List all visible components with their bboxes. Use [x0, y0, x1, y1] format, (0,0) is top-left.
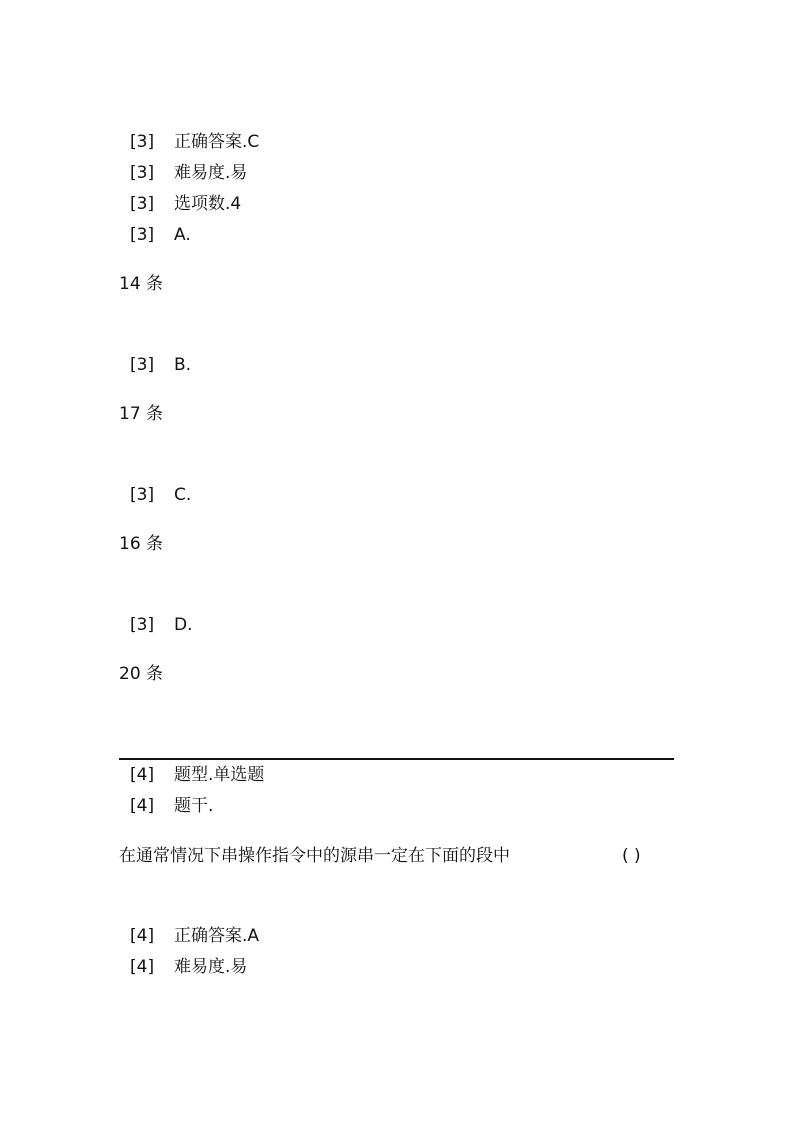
q3-option-b-label: B. — [174, 355, 192, 375]
q4-tag: [4] — [130, 796, 155, 816]
q3-option-c-label: C. — [174, 485, 192, 505]
q4-stem-label-line — [130, 795, 213, 817]
q4-answer-text: 正确答案.A — [174, 926, 260, 946]
q3-option-c-label-line — [130, 484, 191, 506]
q4-type-line — [130, 764, 264, 786]
q4-difficulty-text: 难易度.易 — [174, 957, 248, 977]
q4-tag: [4] — [130, 765, 155, 785]
q3-tag: [3] — [130, 163, 155, 183]
q4-tag: [4] — [130, 926, 155, 946]
q3-tag: [3] — [130, 225, 155, 245]
q3-option-count-text: 选项数.4 — [174, 194, 242, 214]
q3-difficulty-line — [130, 162, 247, 184]
question-separator — [119, 758, 674, 760]
q3-option-d-content: 20 条 — [119, 664, 164, 684]
q3-difficulty-text: 难易度.易 — [174, 163, 248, 183]
q3-option-a-label-line — [130, 224, 191, 246]
q4-stem: 在通常情况下串操作指令中的源串一定在下面的段中 — [119, 846, 510, 866]
q4-tag: [4] — [130, 957, 155, 977]
q3-tag: [3] — [130, 194, 155, 214]
q4-answer-line — [130, 925, 259, 947]
q4-answer-blank: ( ) — [622, 846, 641, 866]
q3-option-a-label: A. — [174, 225, 191, 245]
q3-option-b-content: 17 条 — [119, 404, 164, 424]
q3-option-count-line — [130, 193, 241, 215]
q3-option-c-content: 16 条 — [119, 534, 164, 554]
q3-tag: [3] — [130, 355, 155, 375]
q3-option-b-label-line — [130, 354, 191, 376]
q3-option-d-label-line — [130, 614, 193, 636]
q3-tag: [3] — [130, 132, 155, 152]
q3-answer-text: 正确答案.C — [174, 132, 260, 152]
q3-option-a-content: 14 条 — [119, 274, 164, 294]
q3-tag: [3] — [130, 485, 155, 505]
q4-difficulty-line — [130, 956, 247, 978]
q3-answer-line — [130, 131, 259, 153]
q3-option-d-label: D. — [174, 615, 193, 635]
q4-type-text: 题型.单选题 — [174, 765, 265, 785]
q3-tag: [3] — [130, 615, 155, 635]
q4-stem-label: 题干. — [174, 796, 214, 816]
